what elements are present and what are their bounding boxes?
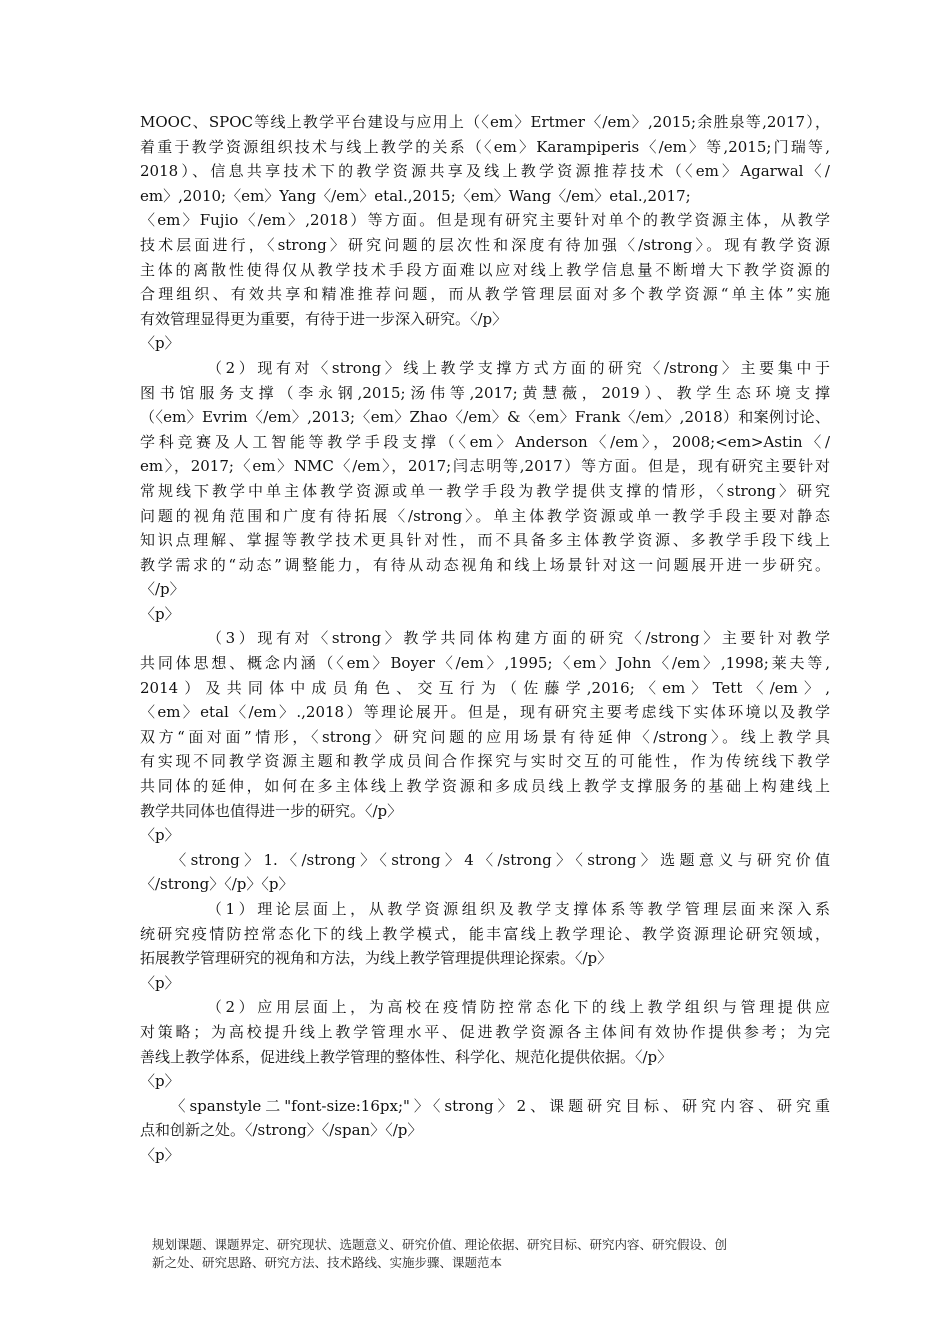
body-line: 共同体的延伸，如何在多主体线上教学资源和多成员线上教学支撑服务的基础上构建线上 xyxy=(140,777,830,796)
body-line: 教学需求的“动态”调整能力，有待从动态视角和线上场景针对这一问题展开进一步研究。 xyxy=(140,555,830,574)
body-line: 〈p〉 xyxy=(140,1072,180,1091)
body-line: 2014）及共同体中成员角色、交互行为（佐藤学,2016;〈em〉Tett〈/em〉, xyxy=(140,678,830,697)
body-line: （2）现有对〈strong〉线上教学支撑方式方面的研究〈/strong〉主要集中于 xyxy=(140,358,830,377)
body-line: 〈spanstyle二"font-size:16px;"〉〈strong〉2、课题研究目标、研究内容、研究重 xyxy=(140,1096,830,1115)
body-line: 统研究疫情防控常态化下的线上教学模式，能丰富线上教学理论、教学资源理论研究领域， xyxy=(140,924,830,943)
body-line: 着重于教学资源组织技术与线上教学的关系（〈em〉Karampiperis〈/em〉等,2015;门瑞等, xyxy=(140,137,830,156)
body-line: 共同体思想、概念内涵（〈em〉Boyer〈/em〉,1995;〈em〉John〈/em〉,1998;莱夫等, xyxy=(140,654,830,673)
body-line: 〈p〉 xyxy=(140,334,180,353)
body-line: 有实现不同教学资源主题和教学成员间合作探究与实时交互的可能性，作为传统线下教学 xyxy=(140,752,830,771)
body-line: 常规线下教学中单主体教学资源或单一教学手段为教学提供支撑的情形，〈strong〉研究 xyxy=(140,481,830,500)
body-line: em〉,2010;〈em〉Yang〈/em〉etal.,2015;〈em〉Wang〈/em〉etal.,2017; xyxy=(140,186,691,205)
document-body xyxy=(140,110,830,1168)
body-line: 双方“面对面”情形，〈strong〉研究问题的应用场景有待延伸〈/strong〉。线上教学具 xyxy=(140,727,830,746)
body-line: 学科竞赛及人工智能等教学手段支撑（〈em〉Anderson〈/em〉，2008;<em>Astin〈/ xyxy=(140,432,830,451)
body-line: 〈/strong〉〈/p〉〈p〉 xyxy=(140,875,294,894)
body-line: 〈p〉 xyxy=(140,604,180,623)
footer-keywords xyxy=(152,1236,802,1272)
body-line: 技术层面进行，〈strong〉研究问题的层次性和深度有待加强〈/strong〉。现有教学资源 xyxy=(140,235,830,254)
body-line: （3）现有对〈strong〉教学共同体构建方面的研究〈/strong〉主要针对教学 xyxy=(140,629,830,648)
body-line: 合理组织、有效共享和精准推荐问题，而从教学管理层面对多个教学资源“单主体”实施 xyxy=(140,285,830,304)
body-line: 〈p〉 xyxy=(140,1145,180,1164)
body-line: （1）理论层面上，从教学资源组织及教学支撑体系等教学管理层面来深入系 xyxy=(140,900,830,918)
body-line: 点和创新之处。〈/strong〉〈/span〉〈/p〉 xyxy=(140,1121,423,1140)
body-line: 〈em〉Fujio〈/em〉,2018）等方面。但是现有研究主要针对单个的教学资源主体，从教学 xyxy=(140,211,830,230)
body-line: 善线上教学体系，促进线上教学管理的整体性、科学化、规范化提供依据。〈/p〉 xyxy=(140,1047,673,1066)
body-line: 〈p〉 xyxy=(140,973,180,992)
footer-line: 新之处、研究思路、研究方法、技术路线、实施步骤、课题范本 xyxy=(152,1255,503,1270)
body-line: em〉，2017;〈em〉NMC〈/em〉，2017;闫志明等,2017）等方面。但是，现有研究主要针对 xyxy=(140,457,830,476)
body-line: 图书馆服务支撑（李永钢,2015;汤伟等,2017;黄慧薇，2019）、教学生态环境支撑 xyxy=(140,383,830,402)
body-line: 知识点理解、掌握等教学技术更具针对性，而不具备多主体教学资源、多教学手段下线上 xyxy=(140,531,830,550)
body-line: （2）应用层面上，为高校在疫情防控常态化下的线上教学组织与管理提供应 xyxy=(140,998,830,1017)
body-line: 问题的视角范围和广度有待拓展〈/strong〉。单主体教学资源或单一教学手段主要对静态 xyxy=(140,506,830,525)
body-line: 〈p〉 xyxy=(140,826,180,845)
body-line: 〈/p〉 xyxy=(140,580,185,599)
body-line: 教学共同体也值得进一步的研究。〈/p〉 xyxy=(140,801,403,820)
body-line: 2018）、信息共享技术下的教学资源共享及线上教学资源推荐技术（〈em〉Agarwal〈/ xyxy=(140,162,830,181)
body-line: 〈em〉etal〈/em〉.,2018）等理论展开。但是，现有研究主要考虑线下实体环境以及教学 xyxy=(140,703,830,722)
body-line: （〈em〉Evrim〈/em〉,2013;〈em〉Zhao〈/em〉&〈em〉Frank〈/em〉,2018）和案例讨论、 xyxy=(140,408,830,427)
footer-line: 规划课题、课题界定、研究现状、选题意义、研究价值、理论依据、研究目标、研究内容、研究假设、创 xyxy=(152,1237,728,1252)
body-line: 有效管理显得更为重要，有待于进一步深入研究。〈/p〉 xyxy=(140,309,508,328)
body-line: 对策略；为高校提升线上教学管理水平、促进教学资源各主体间有效协作提供参考；为完 xyxy=(140,1022,830,1041)
body-line: 拓展教学管理研究的视角和方法，为线上教学管理提供理论探索。〈/p〉 xyxy=(140,949,613,968)
body-line: 〈strong〉1.〈/strong〉〈strong〉4〈/strong〉〈strong〉选题意义与研究价值 xyxy=(140,850,830,869)
body-line: 主体的离散性使得仅从教学技术手段方面难以应对线上教学信息量不断增大下教学资源的 xyxy=(140,260,830,279)
body-line: MOOC、SPOC等线上教学平台建设与应用上（〈em〉Ertmer〈/em〉,2015;余胜泉等,2017）， xyxy=(140,113,830,131)
